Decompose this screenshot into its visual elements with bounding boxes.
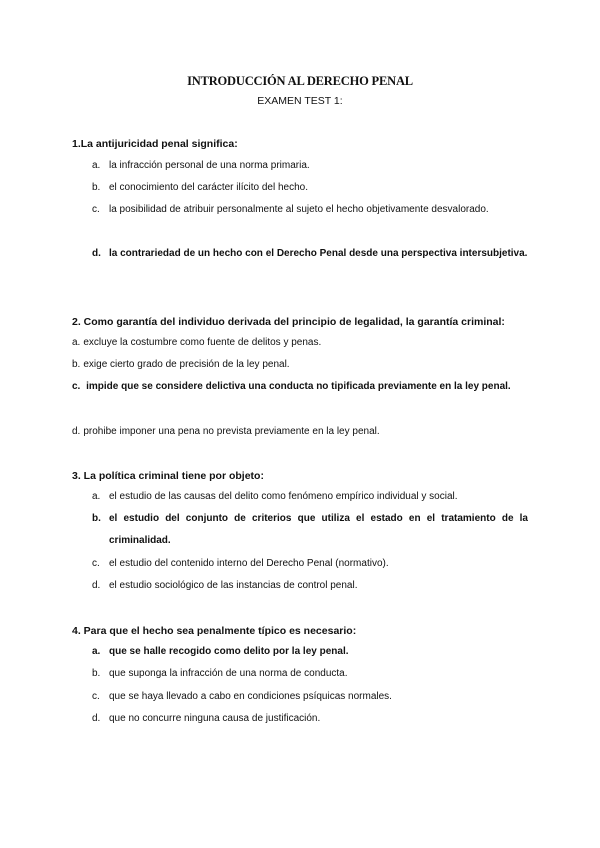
option-text: el estudio del contenido interno del Derecho Penal (normativo). [109, 558, 389, 569]
question-3: 3. La política criminal tiene por objeto: [72, 470, 264, 482]
option-text: prohibe imponer una pena no prevista previamente en la ley penal. [83, 426, 380, 437]
q3-option-b [92, 508, 528, 552]
option-text: exige cierto grado de precisión de la ley penal. [83, 359, 290, 370]
option-letter: a. [72, 337, 81, 348]
document-subtitle: EXAMEN TEST 1: [257, 95, 343, 107]
q1-option-c [92, 199, 528, 221]
option-text: impide que se considere delictiva una conducta no tipificada previamente en la ley penal. [86, 381, 511, 392]
q3-option-a [92, 486, 528, 508]
option-text: el estudio sociológico de las instancias de control penal. [109, 580, 358, 591]
q2-option-b [72, 354, 528, 376]
q3-option-d [92, 575, 528, 597]
option-letter: c. [92, 204, 100, 215]
q3-option-c [92, 553, 528, 575]
option-letter: b. [92, 182, 101, 193]
q1-option-b [92, 177, 528, 199]
q2-option-c [72, 376, 528, 398]
question-4: 4. Para que el hecho sea penalmente típico es necesario: [72, 625, 357, 637]
option-text: el estudio del conjunto de criterios que utiliza el estado en el tratamiento de la criminalidad. [109, 513, 528, 546]
option-text: que se halle recogido como delito por la ley penal. [109, 646, 349, 657]
option-text: excluye la costumbre como fuente de delitos y penas. [83, 337, 322, 348]
question-1: 1.La antijuricidad penal significa: [72, 138, 238, 150]
q4-option-d [92, 708, 528, 730]
option-letter: d. [92, 248, 101, 259]
option-letter: b. [92, 668, 101, 679]
question-2: 2. Como garantía del individuo derivada del principio de legalidad, la garantía criminal: [72, 316, 505, 328]
option-letter: a. [92, 646, 101, 657]
option-letter: c. [92, 691, 100, 702]
option-text: el conocimiento del carácter ilícito del hecho. [109, 182, 308, 193]
option-text: que se haya llevado a cabo en condiciones psíquicas normales. [109, 691, 392, 702]
option-letter: c. [72, 381, 81, 392]
option-letter: d. [92, 713, 101, 724]
q2-option-d [72, 421, 528, 443]
option-text: la contrariedad de un hecho con el Derecho Penal desde una perspectiva intersubjetiva. [109, 248, 528, 259]
option-letter: b. [72, 359, 81, 370]
option-letter: d. [72, 426, 81, 437]
option-letter: a. [92, 160, 101, 171]
option-text: la posibilidad de atribuir personalmente al sujeto el hecho objetivamente desvalorado. [109, 204, 489, 215]
option-text: que suponga la infracción de una norma de conducta. [109, 668, 348, 679]
q1-option-d [92, 243, 528, 265]
document-title: INTRODUCCIÓN AL DERECHO PENAL [187, 74, 413, 88]
option-text: que no concurre ninguna causa de justificación. [109, 713, 321, 724]
q1-option-a [92, 155, 528, 177]
option-letter: b. [92, 513, 101, 524]
option-text: el estudio de las causas del delito como fenómeno empírico individual y social. [109, 491, 458, 502]
q4-option-b [92, 663, 528, 685]
q4-option-a [92, 641, 528, 663]
q2-option-a [72, 332, 528, 354]
option-letter: c. [92, 558, 100, 569]
option-letter: a. [92, 491, 101, 502]
option-letter: d. [92, 580, 101, 591]
q4-option-c [92, 686, 528, 708]
option-text: la infracción personal de una norma primaria. [109, 160, 310, 171]
